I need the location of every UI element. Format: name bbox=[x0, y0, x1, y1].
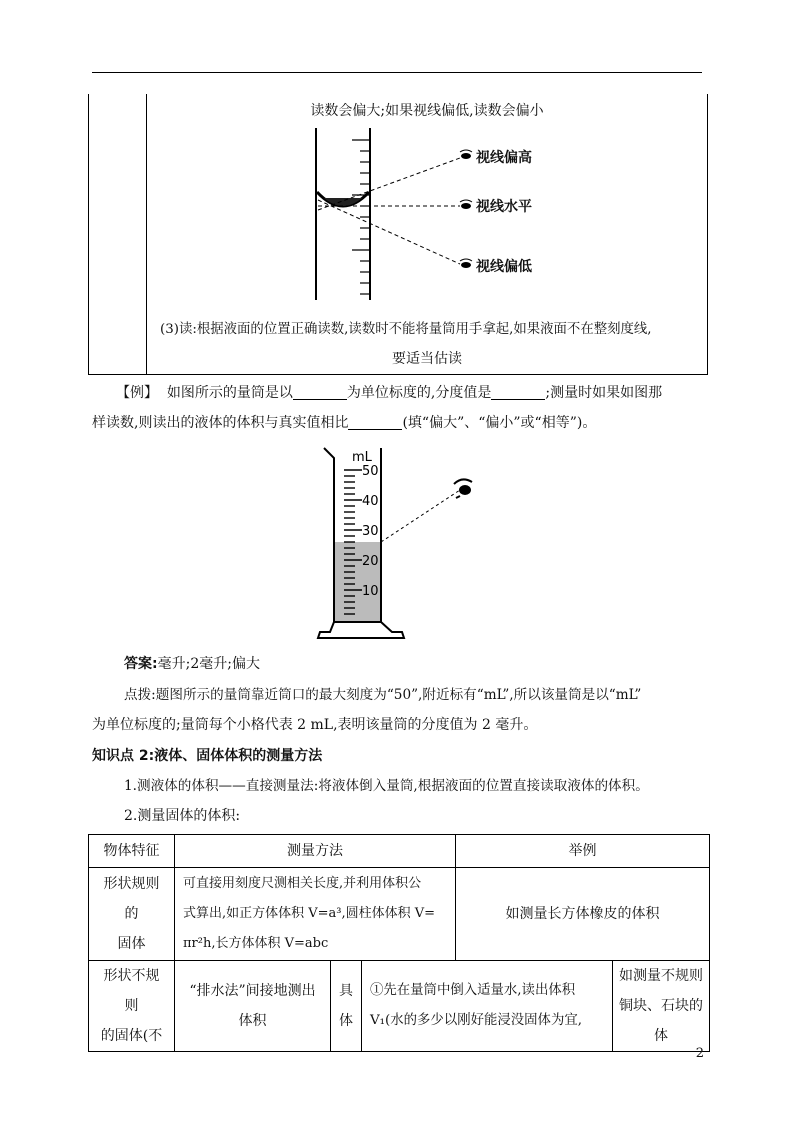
hint-line1: 点拨:题图所示的量筒靠近筒口的最大刻度为“50”,附近标有“mL”,所以该量筒是以“mL” bbox=[124, 687, 642, 703]
scale-label: 40 bbox=[362, 494, 379, 509]
example-line1 bbox=[116, 383, 662, 403]
cell-text: 形状规则的 bbox=[103, 876, 160, 922]
section-item2: 2.测量固体的体积: bbox=[124, 808, 241, 824]
sight-line-low bbox=[318, 200, 460, 264]
cell-text: 如测量不规则 bbox=[619, 968, 704, 984]
cell-text: 式算出,如正方体体积 V=a³,圆柱体体积 V= bbox=[183, 906, 436, 921]
top-cell-line2: (3)读:根据液面的位置正确读数,读数时不能将量筒用手拿起,如果液面不在整刻度线, bbox=[160, 322, 652, 337]
scale-label: 20 bbox=[362, 554, 379, 569]
row2-feature bbox=[89, 961, 175, 1052]
cell-text: 体积 bbox=[238, 1013, 267, 1029]
sight-line-high bbox=[318, 158, 460, 210]
section-title: 知识点 2:液体、固体体积的测量方法 bbox=[92, 748, 323, 764]
header-example: 举例 bbox=[456, 835, 710, 868]
example-text: ;测量时如果如图那 bbox=[545, 385, 663, 401]
answer-blank bbox=[293, 385, 347, 400]
table-row bbox=[89, 868, 710, 961]
example-text: (填“偏大”、“偏小”或“相等”)。 bbox=[402, 415, 597, 431]
top-cell-line3: 要适当估读 bbox=[392, 351, 462, 367]
header-feature: 物体特征 bbox=[89, 835, 175, 868]
label-sight-low: 视线偏低 bbox=[476, 259, 532, 275]
cylinder-scale bbox=[352, 140, 370, 294]
cell-text: ①先在量筒中倒入适量水,读出体积 bbox=[370, 983, 576, 998]
graduated-cylinder-figure bbox=[310, 446, 480, 642]
cell-text: 固体 bbox=[117, 936, 146, 952]
row2-sub bbox=[331, 961, 362, 1052]
top-cell-line1: 读数会偏大;如果视线偏低,读数会偏小 bbox=[310, 103, 544, 119]
scale-label: 30 bbox=[362, 524, 379, 539]
header-rule bbox=[92, 72, 702, 73]
table-header-row bbox=[89, 835, 710, 868]
answer-text: 毫升;2毫升;偏大 bbox=[157, 656, 260, 672]
section-item1: 1.测液体的体积——直接测量法:将液体倒入量筒,根据液面的位置直接读取液体的体积。 bbox=[124, 778, 649, 794]
cell-text: πr²h,长方体体积 V=abc bbox=[183, 936, 329, 951]
label-sight-high: 视线偏高 bbox=[476, 150, 532, 166]
table-row bbox=[89, 961, 710, 1052]
eye-icon bbox=[460, 200, 472, 209]
answer-label: 答案: bbox=[124, 656, 158, 672]
cell-text: 具 bbox=[339, 983, 353, 999]
example-text: 为单位标度的,分度值是 bbox=[346, 385, 492, 401]
scale-label: 50 bbox=[362, 464, 379, 479]
cell-text: V₁(水的多少以刚好能浸没固体为宜, bbox=[370, 1013, 582, 1028]
column-divider bbox=[146, 94, 147, 374]
page-number: 2 bbox=[695, 1046, 704, 1061]
eye-icon bbox=[460, 150, 472, 159]
row2-example bbox=[613, 961, 710, 1052]
example-line2 bbox=[92, 413, 596, 433]
answer-blank bbox=[348, 415, 402, 430]
example-text: 样读数,则读出的液体的体积与真实值相比 bbox=[92, 415, 349, 431]
eye-icon bbox=[454, 479, 472, 498]
example-tag: 【例】 bbox=[116, 385, 158, 401]
row1-feature bbox=[89, 868, 175, 961]
cell-text: 体 bbox=[339, 1013, 353, 1029]
answer-line bbox=[124, 654, 260, 674]
eye-icon bbox=[460, 259, 472, 268]
cell-text: 形状不规则 bbox=[103, 968, 160, 1014]
scale-label: 10 bbox=[362, 584, 379, 599]
label-sight-level: 视线水平 bbox=[476, 199, 532, 215]
row1-method bbox=[175, 868, 456, 961]
meniscus-fill bbox=[324, 198, 362, 206]
cylinder-base bbox=[318, 622, 404, 638]
cell-text: 铜块、石块的体 bbox=[619, 998, 704, 1044]
example-text: 如图所示的量筒是以 bbox=[166, 385, 293, 401]
header-method: 测量方法 bbox=[175, 835, 456, 868]
hint-line2: 为单位标度的;量筒每个小格代表 2 mL,表明该量筒的分度值为 2 毫升。 bbox=[92, 717, 538, 733]
row1-example: 如测量长方体橡皮的体积 bbox=[456, 868, 710, 961]
measurement-table bbox=[88, 834, 710, 1052]
row2-detail bbox=[362, 961, 613, 1052]
sight-line bbox=[381, 490, 460, 542]
cell-text: 可直接用刻度尺测相关长度,并利用体积公 bbox=[183, 876, 422, 891]
answer-blank bbox=[491, 385, 545, 400]
cell-text: 的固体(不 bbox=[100, 1028, 163, 1044]
row2-method bbox=[175, 961, 331, 1052]
cell-text: “排水法”间接地测出 bbox=[189, 983, 316, 999]
unit-label: mL bbox=[352, 450, 372, 465]
